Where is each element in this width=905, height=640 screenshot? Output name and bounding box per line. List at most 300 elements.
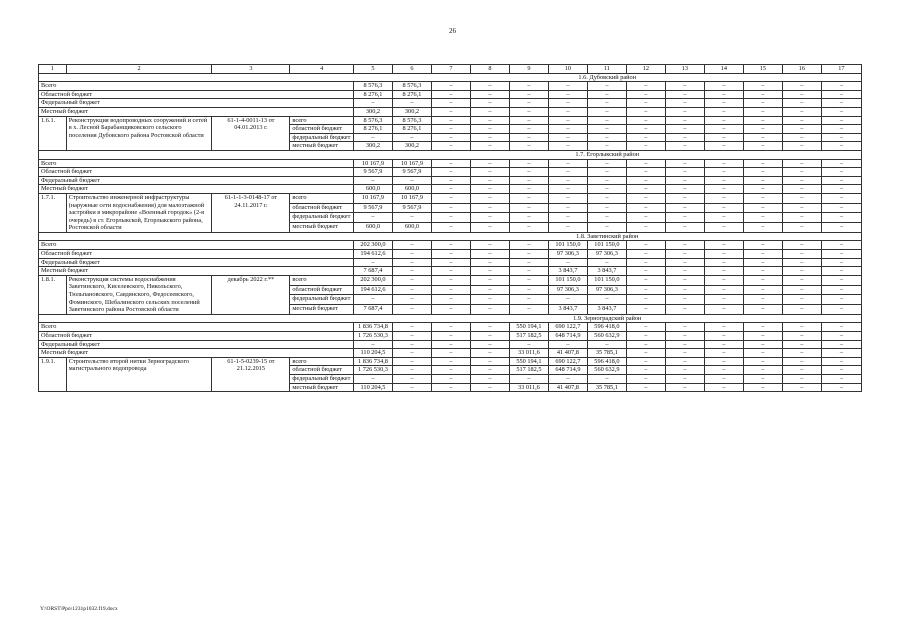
item-value: – — [782, 366, 821, 375]
total-value: – — [704, 250, 743, 259]
total-value: – — [665, 107, 704, 116]
item-value: – — [431, 142, 470, 151]
funding-source: всего — [290, 193, 354, 203]
total-value: – — [743, 241, 782, 250]
total-value: – — [587, 82, 626, 91]
total-value: – — [626, 267, 665, 276]
item-value: – — [470, 295, 509, 305]
section-spacer — [39, 150, 354, 159]
total-value: – — [431, 107, 470, 116]
total-value: – — [392, 267, 431, 276]
column-number: 2 — [66, 65, 212, 74]
total-value: – — [665, 258, 704, 267]
item-value: 41 407,8 — [548, 383, 587, 392]
item-value: 101 150,0 — [587, 275, 626, 285]
total-value: – — [704, 176, 743, 185]
item-value: – — [509, 275, 548, 285]
item-value: – — [470, 125, 509, 134]
total-value: 97 306,3 — [587, 250, 626, 259]
item-value: – — [626, 285, 665, 295]
total-value: – — [626, 340, 665, 349]
item-value: – — [626, 295, 665, 305]
funding-source: всего — [290, 275, 354, 285]
item-value: – — [821, 285, 861, 295]
item-value: – — [431, 133, 470, 142]
item-value: – — [704, 142, 743, 151]
total-value: – — [782, 82, 821, 91]
item-value: – — [665, 142, 704, 151]
total-value: – — [392, 99, 431, 108]
item-value: – — [548, 223, 587, 233]
funding-source: федеральный бюджет — [290, 374, 354, 383]
total-value: – — [587, 340, 626, 349]
total-value: – — [431, 250, 470, 259]
item-value: – — [665, 285, 704, 295]
item-value: – — [665, 213, 704, 223]
total-value: – — [509, 107, 548, 116]
item-value: – — [470, 285, 509, 295]
total-value: 9 567,9 — [354, 168, 393, 177]
item-value: – — [704, 193, 743, 203]
header-row — [39, 65, 862, 74]
item-document: 61-1-1-3-0148-17 от 24.11.2017 г. — [212, 193, 290, 232]
item-number: 1.9.1. — [39, 357, 67, 391]
total-label: Всего — [39, 82, 354, 91]
item-value: – — [782, 203, 821, 213]
total-value: – — [743, 159, 782, 168]
item-value: 7 687,4 — [354, 305, 393, 315]
item-value: 97 306,3 — [548, 285, 587, 295]
item-value: – — [392, 295, 431, 305]
item-value: – — [470, 275, 509, 285]
total-value: – — [431, 90, 470, 99]
column-number: 7 — [431, 65, 470, 74]
item-value: – — [509, 374, 548, 383]
total-value: – — [743, 90, 782, 99]
total-value: – — [509, 258, 548, 267]
total-value: – — [509, 185, 548, 194]
total-value: – — [626, 332, 665, 341]
total-value: – — [470, 250, 509, 259]
total-value: 101 150,0 — [587, 241, 626, 250]
total-value: – — [665, 250, 704, 259]
total-value: 10 167,9 — [354, 159, 393, 168]
item-value: – — [665, 223, 704, 233]
item-value: – — [704, 133, 743, 142]
total-value: – — [470, 185, 509, 194]
total-value: – — [821, 82, 861, 91]
item-value: – — [431, 383, 470, 392]
total-value: 648 714,9 — [548, 332, 587, 341]
item-value: – — [470, 116, 509, 125]
total-value: – — [548, 168, 587, 177]
total-value: – — [626, 250, 665, 259]
total-value: – — [470, 107, 509, 116]
funding-source: федеральный бюджет — [290, 213, 354, 223]
total-value: – — [392, 332, 431, 341]
total-value: 41 407,8 — [548, 349, 587, 358]
total-value: – — [587, 99, 626, 108]
total-value: – — [548, 159, 587, 168]
funding-source: местный бюджет — [290, 383, 354, 392]
total-label: Областной бюджет — [39, 90, 354, 99]
total-value: – — [821, 90, 861, 99]
item-value: 110 204,5 — [354, 383, 393, 392]
item-value: – — [587, 374, 626, 383]
total-label: Местный бюджет — [39, 349, 354, 358]
item-value: – — [665, 305, 704, 315]
total-value: – — [782, 159, 821, 168]
item-value: 560 632,9 — [587, 366, 626, 375]
total-value: – — [548, 90, 587, 99]
total-value: – — [548, 107, 587, 116]
total-row — [39, 349, 862, 358]
total-label: Всего — [39, 241, 354, 250]
item-value: – — [704, 357, 743, 366]
item-value: – — [392, 366, 431, 375]
total-value: – — [704, 340, 743, 349]
item-value: – — [431, 213, 470, 223]
item-value: – — [626, 116, 665, 125]
total-value: 8 576,3 — [392, 82, 431, 91]
total-value: – — [392, 250, 431, 259]
total-value: 7 687,4 — [354, 267, 393, 276]
total-value: – — [354, 340, 393, 349]
total-value: – — [470, 82, 509, 91]
item-value: – — [354, 133, 393, 142]
total-value: 8 276,1 — [392, 90, 431, 99]
total-value: – — [509, 176, 548, 185]
item-value: – — [782, 275, 821, 285]
total-value: – — [470, 349, 509, 358]
total-value: – — [743, 82, 782, 91]
total-value: – — [743, 323, 782, 332]
item-value: – — [782, 223, 821, 233]
total-value: – — [431, 176, 470, 185]
item-value: – — [470, 142, 509, 151]
item-value: – — [782, 133, 821, 142]
item-value: – — [392, 374, 431, 383]
total-value: – — [470, 159, 509, 168]
total-value: – — [587, 168, 626, 177]
total-value: – — [821, 168, 861, 177]
item-value: – — [470, 357, 509, 366]
item-value: – — [626, 125, 665, 134]
item-value: – — [743, 142, 782, 151]
total-value: – — [782, 250, 821, 259]
total-value: – — [470, 176, 509, 185]
item-value: – — [509, 223, 548, 233]
total-value: – — [431, 349, 470, 358]
total-value: – — [626, 168, 665, 177]
total-value: 101 150,0 — [548, 241, 587, 250]
total-value: – — [431, 168, 470, 177]
total-label: Областной бюджет — [39, 332, 354, 341]
total-value: – — [782, 99, 821, 108]
total-value: – — [548, 99, 587, 108]
total-value: – — [470, 99, 509, 108]
item-value: – — [743, 223, 782, 233]
item-value: – — [821, 223, 861, 233]
item-name: Реконструкция системы водоснабжения Заветинского, Киселевского, Никольского, Тюльпановского, Савдянского, Федосеевского, Фоминского, Шебалинского сельских поселений Заветинского района Ростовской области — [66, 275, 212, 314]
column-number: 4 — [290, 65, 354, 74]
item-row — [39, 193, 862, 203]
funding-source: областной бюджет — [290, 125, 354, 134]
item-value: – — [743, 213, 782, 223]
total-value: – — [743, 349, 782, 358]
funding-source: всего — [290, 357, 354, 366]
total-value: – — [509, 267, 548, 276]
column-number: 17 — [821, 65, 861, 74]
total-value: – — [743, 176, 782, 185]
total-value: 3 843,7 — [548, 267, 587, 276]
item-value: – — [821, 193, 861, 203]
item-value: – — [431, 305, 470, 315]
item-number: 1.7.1. — [39, 193, 67, 232]
total-value: – — [587, 176, 626, 185]
item-value: – — [821, 275, 861, 285]
column-number: 15 — [743, 65, 782, 74]
total-value: – — [354, 258, 393, 267]
item-value: 202 300,0 — [354, 275, 393, 285]
total-value: – — [665, 349, 704, 358]
section-header-row — [39, 73, 862, 82]
total-value: – — [743, 332, 782, 341]
item-value: 600,0 — [354, 223, 393, 233]
item-value: – — [392, 213, 431, 223]
column-number: 13 — [665, 65, 704, 74]
total-value: – — [782, 107, 821, 116]
total-label: Местный бюджет — [39, 107, 354, 116]
total-row — [39, 99, 862, 108]
total-label: Местный бюджет — [39, 185, 354, 194]
item-value: – — [821, 357, 861, 366]
total-row — [39, 176, 862, 185]
total-value: 110 204,5 — [354, 349, 393, 358]
item-value: – — [743, 285, 782, 295]
funding-source: местный бюджет — [290, 142, 354, 151]
total-value: 9 567,9 — [392, 168, 431, 177]
total-value: – — [431, 332, 470, 341]
total-label: Областной бюджет — [39, 168, 354, 177]
total-value: – — [626, 185, 665, 194]
total-value: – — [821, 159, 861, 168]
total-label: Всего — [39, 323, 354, 332]
section-spacer — [39, 314, 354, 323]
item-value: 3 843,7 — [587, 305, 626, 315]
item-value: – — [470, 213, 509, 223]
item-value: 550 194,1 — [509, 357, 548, 366]
total-value: – — [509, 90, 548, 99]
total-value: – — [470, 323, 509, 332]
item-value: – — [626, 142, 665, 151]
column-number: 1 — [39, 65, 67, 74]
total-value: – — [782, 258, 821, 267]
item-value: – — [743, 275, 782, 285]
section-title: 1.7. Егорлыкский район — [354, 150, 862, 159]
item-value: – — [431, 223, 470, 233]
total-value: – — [470, 168, 509, 177]
section-title: 1.8. Заветинский район — [354, 232, 862, 241]
item-value: – — [626, 213, 665, 223]
item-value: – — [392, 383, 431, 392]
total-value: 600,0 — [392, 185, 431, 194]
item-value: – — [821, 133, 861, 142]
total-value: – — [704, 241, 743, 250]
funding-source: местный бюджет — [290, 305, 354, 315]
total-value: – — [743, 99, 782, 108]
item-value: – — [626, 366, 665, 375]
item-value: – — [509, 305, 548, 315]
item-value: – — [431, 193, 470, 203]
item-value: – — [782, 374, 821, 383]
total-value: 600,0 — [354, 185, 393, 194]
total-value: – — [392, 323, 431, 332]
item-value: – — [626, 383, 665, 392]
total-value: – — [392, 349, 431, 358]
item-value: – — [548, 213, 587, 223]
section-title: 1.9. Зерноградский район — [354, 314, 862, 323]
section-header-row — [39, 314, 862, 323]
total-value: – — [626, 159, 665, 168]
total-value: – — [821, 176, 861, 185]
total-value: – — [743, 185, 782, 194]
item-value: – — [743, 383, 782, 392]
total-value: – — [431, 99, 470, 108]
total-value: – — [509, 340, 548, 349]
item-value: – — [431, 374, 470, 383]
item-value: – — [782, 193, 821, 203]
item-value: – — [470, 133, 509, 142]
budget-table — [38, 64, 862, 392]
item-value: – — [743, 193, 782, 203]
total-value: – — [587, 90, 626, 99]
total-value: – — [704, 332, 743, 341]
funding-source: местный бюджет — [290, 223, 354, 233]
total-value: – — [821, 258, 861, 267]
item-value: – — [821, 125, 861, 134]
item-value: – — [587, 213, 626, 223]
item-value: – — [821, 383, 861, 392]
total-row — [39, 340, 862, 349]
total-value: – — [743, 168, 782, 177]
item-value: – — [392, 357, 431, 366]
total-value: – — [704, 99, 743, 108]
total-label: Областной бюджет — [39, 250, 354, 259]
total-value: – — [821, 107, 861, 116]
item-value: – — [704, 305, 743, 315]
column-number: 9 — [509, 65, 548, 74]
total-value: – — [587, 107, 626, 116]
total-value: 33 011,6 — [509, 349, 548, 358]
total-value: – — [665, 168, 704, 177]
item-value: – — [548, 142, 587, 151]
item-value: – — [704, 213, 743, 223]
item-value: 9 567,9 — [354, 203, 393, 213]
item-value: 35 785,1 — [587, 383, 626, 392]
item-value: – — [782, 295, 821, 305]
total-value: 1 836 734,8 — [354, 323, 393, 332]
item-document: 61-1-4-0011-13 от 04.01.2013 г. — [212, 116, 290, 150]
total-value: – — [626, 176, 665, 185]
total-row — [39, 159, 862, 168]
item-value: – — [821, 116, 861, 125]
item-value: 97 306,3 — [587, 285, 626, 295]
item-value: – — [704, 275, 743, 285]
total-value: – — [431, 82, 470, 91]
total-value: – — [665, 185, 704, 194]
item-name: Строительство второй нитки Зерноградского магистрального водопровода — [66, 357, 212, 391]
total-value: – — [626, 99, 665, 108]
item-value: – — [704, 285, 743, 295]
total-value: – — [743, 258, 782, 267]
total-value: – — [782, 349, 821, 358]
total-value: – — [665, 340, 704, 349]
item-value: 10 167,9 — [392, 193, 431, 203]
total-row — [39, 332, 862, 341]
item-value: 648 714,9 — [548, 366, 587, 375]
item-value: – — [509, 213, 548, 223]
item-value: – — [470, 193, 509, 203]
total-value: – — [470, 241, 509, 250]
item-value: 8 276,1 — [354, 125, 393, 134]
item-value: – — [782, 213, 821, 223]
item-value: – — [548, 374, 587, 383]
total-value: – — [509, 250, 548, 259]
item-value: – — [548, 133, 587, 142]
total-value: – — [704, 159, 743, 168]
total-value: – — [782, 267, 821, 276]
total-value: – — [665, 82, 704, 91]
item-value: – — [470, 374, 509, 383]
item-value: – — [821, 213, 861, 223]
total-value: 202 300,0 — [354, 241, 393, 250]
total-value: 517 182,5 — [509, 332, 548, 341]
item-value: – — [743, 295, 782, 305]
total-value: 300,2 — [392, 107, 431, 116]
total-row — [39, 258, 862, 267]
funding-source: областной бюджет — [290, 285, 354, 295]
item-value: – — [470, 366, 509, 375]
item-value: – — [626, 357, 665, 366]
item-value: 8 276,1 — [392, 125, 431, 134]
item-value: – — [509, 295, 548, 305]
item-value: – — [743, 357, 782, 366]
item-value: – — [587, 203, 626, 213]
item-value: – — [431, 203, 470, 213]
item-value: – — [782, 125, 821, 134]
item-value: – — [665, 275, 704, 285]
total-label: Федеральный бюджет — [39, 99, 354, 108]
total-value: – — [431, 340, 470, 349]
total-value: – — [587, 258, 626, 267]
funding-source: всего — [290, 116, 354, 125]
item-value: – — [509, 203, 548, 213]
column-number: 12 — [626, 65, 665, 74]
item-value: – — [665, 203, 704, 213]
total-value: – — [704, 168, 743, 177]
total-value: 194 612,6 — [354, 250, 393, 259]
item-value: – — [509, 193, 548, 203]
item-value: 101 150,0 — [548, 275, 587, 285]
item-value: – — [431, 366, 470, 375]
item-value: – — [587, 142, 626, 151]
total-value: – — [470, 90, 509, 99]
section-header-row — [39, 232, 862, 241]
item-value: – — [743, 203, 782, 213]
item-value: – — [587, 295, 626, 305]
item-value: – — [743, 305, 782, 315]
